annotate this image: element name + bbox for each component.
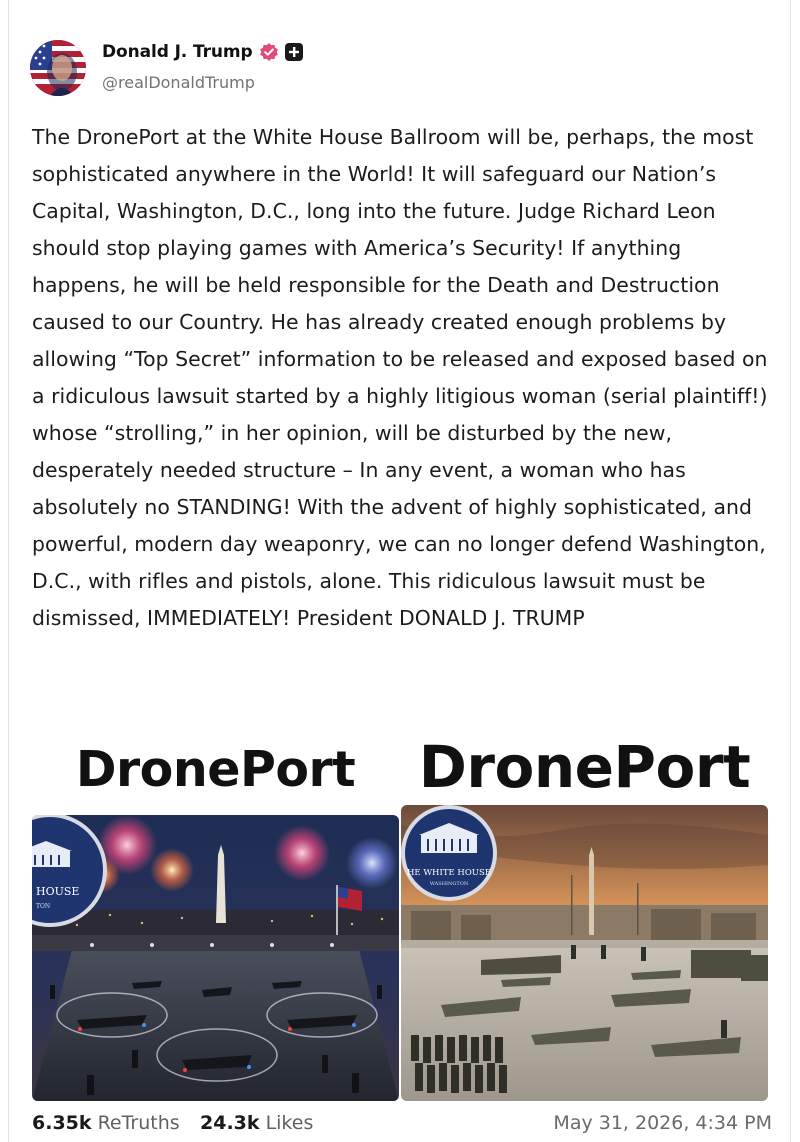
svg-text:HOUSE: HOUSE [36, 885, 80, 898]
white-house-seal-icon-2 [403, 807, 495, 899]
display-name[interactable]: Donald J. Trump [102, 42, 253, 62]
likes-count: 24.3k [200, 1112, 260, 1134]
svg-text:HE WHITE HOUSE: HE WHITE HOUSE [407, 868, 491, 878]
retruths-label: ReTruths [97, 1112, 180, 1134]
likes-stat[interactable] [200, 1112, 313, 1134]
name-row [102, 42, 303, 62]
sunset-drone-rooftop-photo [401, 805, 768, 1101]
likes-label: Likes [265, 1112, 314, 1134]
retruths-stat[interactable] [32, 1112, 180, 1134]
post-timestamp[interactable]: May 31, 2026, 4:34 PM [553, 1112, 772, 1134]
media-title-2: DronePort [418, 733, 751, 801]
post-text: The DronePort at the White House Ballroom will be, perhaps, the most sophisticated anywhere in the World! It will safeguard our Nation’s Capital, Washington, D.C., long into the future. Judge Richard Leon should stop playing games with America’s Security! If anything happens, he will be held responsible for the Death and Destruction caused to our Country. He has already created enough problems by allowing “Top Secret” information to be released and exposed based on a ridiculous lawsuit started by a highly litigious woman (serial plaintiff!) whose “strolling,” in her opinion, will be disturbed by the new, desperately needed structure – In any event, a woman who has absolutely no STANDING! With the advent of highly sophisticated, and powerful, modern day weaponry, we can no longer defend Washington, D.C., with rifles and pistols, alone. This ridiculous lawsuit must be dismissed, IMMEDIATELY! President DONALD J. TRUMP [32, 125, 768, 630]
post-header [30, 38, 730, 98]
night-drone-pad-photo [32, 815, 399, 1101]
media-title-1: DronePort [75, 741, 356, 798]
card-border-right [790, 0, 791, 1142]
plus-badge-icon [285, 43, 303, 61]
svg-text:TON: TON [36, 903, 51, 910]
media-image-1[interactable] [32, 733, 399, 1101]
verified-badge-icon [259, 42, 279, 62]
retruths-count: 6.35k [32, 1112, 92, 1134]
avatar[interactable] [30, 40, 86, 96]
svg-text:WASHINGTON: WASHINGTON [429, 881, 469, 887]
post-footer [32, 1110, 772, 1140]
card-border-left [8, 0, 9, 1142]
user-handle[interactable]: @realDonaldTrump [102, 73, 255, 92]
media-image-2[interactable] [401, 733, 768, 1101]
